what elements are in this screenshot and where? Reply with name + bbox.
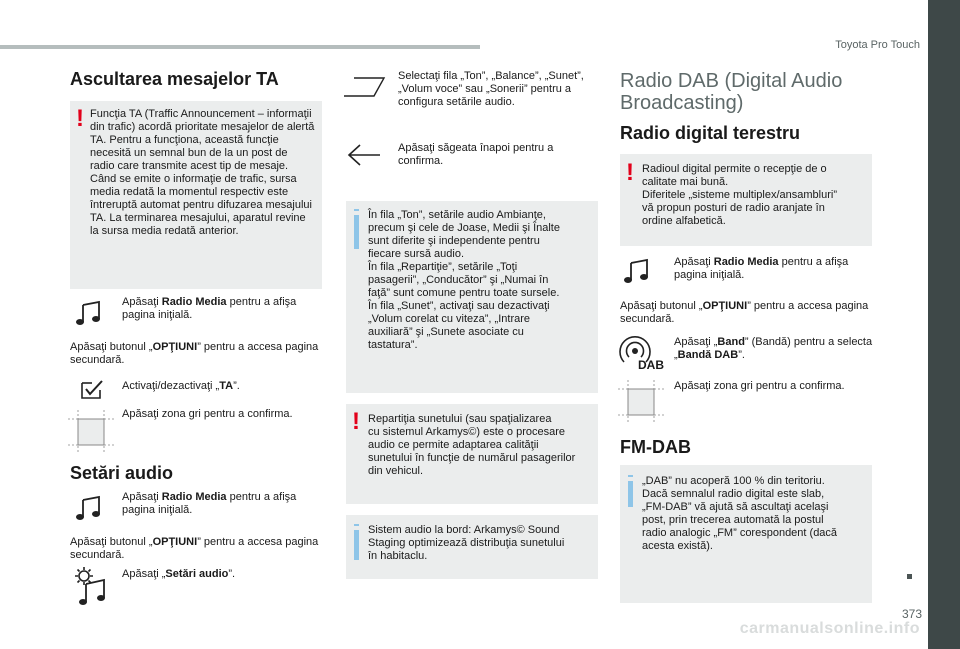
radio-media-instruction-3 <box>674 256 874 282</box>
text-fragment: ” pentru a accesa pagina secundară. <box>70 341 319 366</box>
info-line: În fila „Ton”, setările audio Ambianţe, <box>368 209 546 221</box>
warning-icon: ! <box>352 408 360 435</box>
info-line: fiecare sursă audio. <box>368 248 464 260</box>
radio-media-label: Radio Media <box>161 491 227 503</box>
info-line: radio analogic „FM” corespondent (dacă <box>642 527 838 539</box>
options-label: OPŢIUNI <box>702 300 748 312</box>
page-number: 373 <box>901 607 922 621</box>
text-fragment: Apăsaţi „ <box>122 568 166 580</box>
info-line: „Volum corelat cu viteza”, „Intrare <box>368 313 531 325</box>
info-line: Sistem audio la bord: Arkamys© Sound <box>368 524 560 536</box>
text-fragment: Apăsaţi butonul „ <box>70 536 153 548</box>
text-fragment: ”. <box>738 349 745 361</box>
info-line: sunt diferite şi independente pentru <box>368 235 540 247</box>
text-fragment: pentru a afişa pagina iniţială. <box>122 491 297 516</box>
dab-warning-text <box>642 163 870 228</box>
text-fragment: Apăsaţi <box>674 256 714 268</box>
info-line: auxiliară” şi „Sunete asociate cu <box>368 326 524 338</box>
section-title-audio: Setări audio <box>70 463 174 483</box>
info-line: post, prin trecerea automată la postul <box>642 514 824 526</box>
info-icon-bar <box>354 215 359 249</box>
section-title-fmdab: FM-DAB <box>620 437 691 457</box>
warning-line: cu sistemul Arkamys©) este o procesare <box>368 426 566 438</box>
info-line: precum şi cele de Joase, Medii şi Înalte <box>368 222 560 234</box>
band-label: Band <box>717 336 745 348</box>
options-instruction-3 <box>620 300 870 326</box>
checkbox-icon <box>80 378 104 400</box>
warning-line: audio ce permite adaptarea calităţii <box>368 439 539 451</box>
radio-media-instruction-2 <box>122 491 322 517</box>
info-text-ton <box>368 209 596 352</box>
text-fragment: Apăsaţi butonul „ <box>70 341 153 353</box>
info-line: faţă” sunt comune pentru toate sursele. <box>368 287 560 299</box>
info-line: „FM-DAB” vă ajută să ascultaţi acelaşi <box>642 501 829 513</box>
music-note-icon <box>622 258 652 284</box>
grey-zone-icon <box>68 410 114 454</box>
info-icon-bar <box>354 530 359 560</box>
dab-icon-label: DAB <box>638 358 664 372</box>
warning-line: vă propun posturi de radio aranjate în <box>642 202 825 214</box>
band-instruction <box>674 336 874 362</box>
options-label: OPŢIUNI <box>152 536 198 548</box>
watermark: carmanualsonline.info <box>739 620 920 637</box>
warning-line: Radioul digital permite o recepţie de o <box>642 163 827 175</box>
warning-line: ordine alfabetică. <box>642 215 726 227</box>
radio-media-label: Radio Media <box>161 296 227 308</box>
radio-media-label: Radio Media <box>713 256 779 268</box>
info-line: În fila „Repartiţie”, setările „Toţi <box>368 261 518 273</box>
warning-line: Repartiţia sunetului (sau spaţializarea <box>368 413 552 425</box>
info-line: pasagerii”, „Conducător” şi „Numai în <box>368 274 549 286</box>
warning-icon: ! <box>76 105 84 132</box>
info-line: „DAB” nu acoperă 100 % din teritoriu. <box>642 475 825 487</box>
text-fragment: Apăsaţi <box>122 491 162 503</box>
music-note-icon <box>74 300 104 326</box>
band-dab-label: Bandă DAB <box>677 349 739 361</box>
ta-warning-box <box>70 101 322 289</box>
grey-zone-instruction-1: Apăsaţi zona gri pentru a confirma. <box>122 408 293 420</box>
header-rule <box>0 45 480 49</box>
warning-icon: ! <box>626 159 634 186</box>
grey-zone-icon <box>618 380 664 424</box>
info-icon-dot <box>354 524 359 526</box>
section-title-ta: Ascultarea mesajelor TA <box>70 69 279 89</box>
text-fragment: ” pentru a accesa pagina secundară. <box>620 300 869 325</box>
info-line: acesta există). <box>642 540 713 552</box>
info-icon-dot <box>628 475 633 477</box>
ta-label: TA <box>219 380 234 392</box>
info-icon-bar <box>628 481 633 507</box>
warning-box-arkamys <box>346 404 598 504</box>
fmdab-info-box <box>620 465 872 603</box>
text-fragment: ” pentru a accesa pagina secundară. <box>70 536 319 561</box>
audio-settings-instruction <box>122 568 322 581</box>
header-title: Toyota Pro Touch <box>835 39 920 51</box>
info-line: în habitaclu. <box>368 550 428 562</box>
warning-line: sunetului în funcţie de numărul pasagerilor <box>368 452 576 464</box>
warning-line: din vehicul. <box>368 465 424 477</box>
page-edge-bar <box>928 0 960 649</box>
text-fragment: Apăsaţi butonul „ <box>620 300 703 312</box>
text-fragment: Apăsaţi <box>122 296 162 308</box>
info-text-arkamys <box>368 524 596 563</box>
text-fragment: ” (Bandă) pentru a selecta „ <box>674 336 873 361</box>
warning-line: Diferitele „sisteme multiplex/ansambluri” <box>642 189 838 201</box>
text-fragment: Activaţi/dezactivaţi „ <box>122 380 220 392</box>
dab-warning-box <box>620 154 872 246</box>
dab-icon <box>618 334 666 376</box>
grey-zone-instruction-2: Apăsaţi zona gri pentru a confirma. <box>674 380 845 392</box>
back-instruction: Apăsaţi săgeata înapoi pentru a confirma. <box>398 142 554 167</box>
text-fragment: Apăsaţi „ <box>674 336 718 348</box>
info-box-arkamys <box>346 515 598 579</box>
tabs-instruction: Selectaţi fila „Ton”, „Balance”, „Sunet”, „Volum voce” sau „Sonerii” pentru a configura setările audio. <box>398 70 584 108</box>
back-arrow-icon <box>346 142 382 168</box>
text-fragment: pentru a afişa pagina iniţială. <box>122 296 297 321</box>
radio-media-instruction-1 <box>122 296 322 322</box>
options-instruction-2 <box>70 536 320 562</box>
ta-warning-text: Funcţia TA (Traffic Announcement – informaţii din trafic) acordă prioritate mesajelor de alertă TA. Pentru a funcţiona, această funcţie necesită un semnal bun de la un post de radio care transmite acest tip de mesaje. Când se emite o informaţie de trafic, sursa media redată la momentul respectiv este întreruptă automat pentru difuzarea mesajului TA. La terminarea mesajului, aparatul revine la sursa media redată anterior. <box>90 108 315 237</box>
info-line: tastatura”. <box>368 339 418 351</box>
info-line: În fila „Sunet”, activaţi sau dezactivaţi <box>368 300 550 312</box>
text-fragment: ”. <box>233 380 240 392</box>
text-fragment: pentru a afişa pagina iniţială. <box>674 256 849 281</box>
settings-music-icon <box>72 566 108 606</box>
section-title-dab: Radio DAB (Digital Audio Broadcasting) <box>620 70 843 114</box>
continue-marker <box>907 574 912 579</box>
section-title-terrestrial: Radio digital terestru <box>620 123 801 143</box>
warning-text-arkamys <box>368 413 596 478</box>
warning-line: calitate mai bună. <box>642 176 729 188</box>
fmdab-info-text <box>642 475 870 553</box>
tab-icon <box>342 74 386 100</box>
audio-settings-label: Setări audio <box>165 568 229 580</box>
info-line: Staging optimizează distribuţia sunetului <box>368 537 565 549</box>
options-instruction-1 <box>70 341 320 367</box>
text-fragment: ”. <box>228 568 236 580</box>
info-icon-dot <box>354 209 359 211</box>
info-box-ton <box>346 201 598 393</box>
music-note-icon <box>74 495 104 521</box>
info-line: Dacă semnalul radio digital este slab, <box>642 488 825 500</box>
options-label: OPŢIUNI <box>152 341 198 353</box>
ta-toggle-instruction <box>122 380 322 393</box>
